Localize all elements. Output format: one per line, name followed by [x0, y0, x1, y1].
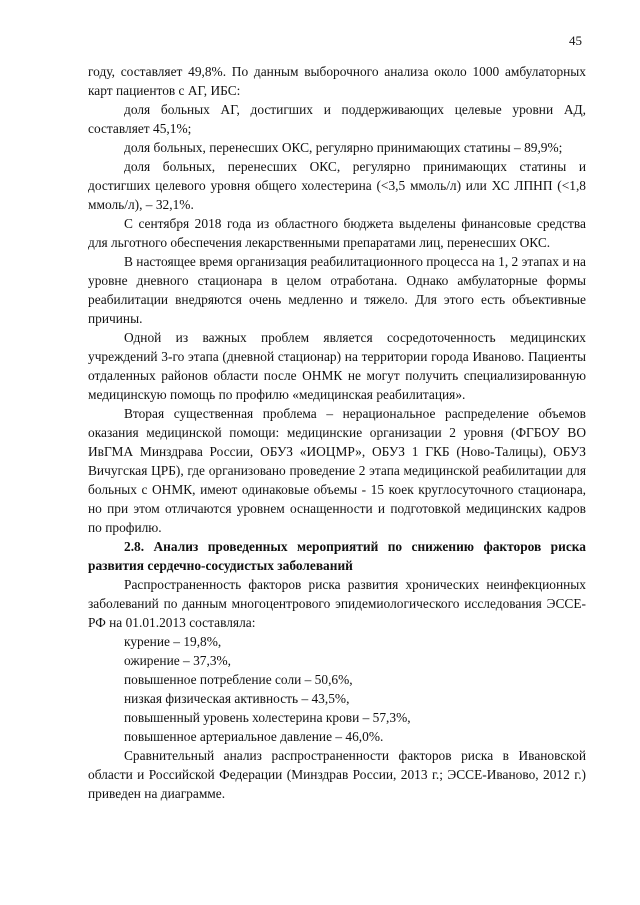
paragraph: Распространенность факторов риска развития хронических неинфекционных заболеваний по данным многоцентрового эпидемиологического исследования ЭССЕ-РФ на 01.01.2013 составляла: — [88, 577, 586, 630]
paragraph: С сентября 2018 года из областного бюджета выделены финансовые средства для льготного обеспечения лекарственными препаратами лиц, перенесших ОКС. — [88, 216, 586, 250]
paragraph: доля больных АГ, достигших и поддерживающих целевые уровни АД, составляет 45,1%; — [88, 102, 586, 136]
page-number: 45 — [569, 33, 582, 48]
list-item: повышенное потребление соли – 50,6%, — [124, 672, 353, 687]
section-heading: 2.8. Анализ проведенных мероприятий по снижению факторов риска развития сердечно-сосудистых заболеваний — [88, 539, 586, 573]
list-item: ожирение – 37,3%, — [124, 653, 232, 668]
paragraph: Одной из важных проблем является сосредоточенность медицинских учреждений 3-го этапа (дневной стационар) на территории города Иваново. Пациенты отдаленных районов области после ОНМК не могут получить специализированную медицинскую помощь по профилю «медицинская реабилитация». — [88, 330, 586, 402]
list-item: повышенный уровень холестерина крови – 57,3%, — [124, 710, 411, 725]
paragraph: доля больных, перенесших ОКС, регулярно принимающих статины – 89,9%; — [124, 140, 563, 155]
paragraph: году, составляет 49,8%. По данным выборочного анализа около 1000 амбулаторных карт пациентов с АГ, ИБС: — [88, 64, 586, 98]
paragraph: Сравнительный анализ распространенности факторов риска в Ивановской области и Российской Федерации (Минздрав России, 2013 г.; ЭССЕ-Иваново, 2012 г.) приведен на диаграмме. — [88, 748, 586, 801]
list-item: повышенное артериальное давление – 46,0%. — [124, 729, 384, 744]
list-item: курение – 19,8%, — [124, 634, 222, 649]
list-item: низкая физическая активность – 43,5%, — [124, 691, 350, 706]
document-body — [88, 62, 586, 803]
paragraph: доля больных, перенесших ОКС, регулярно принимающих статины и достигших целевого уровня общего холестерина (<3,5 ммоль/л) или ХС ЛПНП (<1,8 ммоль/л), – 32,1%. — [88, 159, 586, 212]
paragraph: Вторая существенная проблема – нерациональное распределение объемов оказания медицинской помощи: медицинские организации 2 уровня (ФГБОУ ВО ИвГМА Минздрава России, ОБУЗ «ИОЦМР», ОБУЗ 1 ГКБ (Ново-Талицы), ОБУЗ Вичугская ЦРБ), где организовано проведение 2 этапа медицинской реабилитации для больных с ОНМК, имеют одинаковые объемы - 15 коек круглосуточного стационара, но при этом отличаются уровнем оснащенности и подготовкой медицинских кадров по профилю. — [88, 406, 586, 535]
paragraph: В настоящее время организация реабилитационного процесса на 1, 2 этапах и на уровне дневного стационара в целом отработана. Однако амбулаторные формы реабилитации внедряются очень медленно и тяжело. Для этого есть объективные причины. — [88, 254, 586, 326]
